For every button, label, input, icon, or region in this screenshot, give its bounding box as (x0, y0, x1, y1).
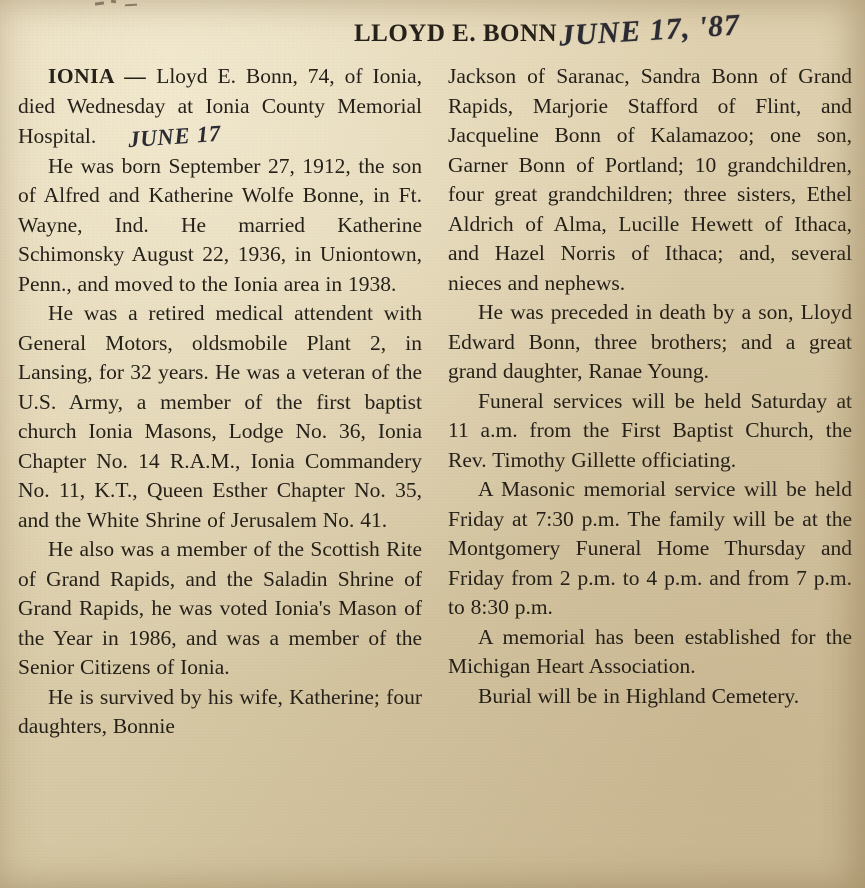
paragraph: Funeral services will be held Saturday at 11 a.m. from the First Baptist Church, the Rev. Timothy Gillette officiating. (448, 388, 852, 472)
dateline: IONIA — (48, 64, 147, 88)
paper-edge-marks (95, 0, 155, 10)
headline-row (14, 8, 851, 60)
page-title: LLOYD E. BONN (354, 20, 558, 47)
paragraph-lead (18, 62, 422, 152)
paragraph: He is survived by his wife, Katherine; four daughters, Bonnie (18, 684, 422, 738)
paragraph: He was born September 27, 1912, the son of Alfred and Katherine Wolfe Bonne, in Ft. Wayne, Ind. He married Katherine Schimonsky August 22, 1936, in Uniontown, Penn., and moved to the Ionia area in 1938. (18, 153, 422, 296)
paragraph: He was a retired medical attendent with General Motors, oldsmobile Plant 2, in Lansing, for 32 years. He was a veteran of the U.S. Army, a member of the first baptist church Ionia Masons, Lodge No. 36, Ionia Chapter No. 14 R.A.M., Ionia Commandery No. 11, K.T., Queen Esther Chapter No. 35, and the White Shrine of Jerusalem No. 41. (18, 301, 422, 532)
paragraph: A Masonic memorial service will be held Friday at 7:30 p.m. The family will be at the Montgomery Funeral Home Thursday and Friday from 2 p.m. to 4 p.m. and from 7 p.m. to 8:30 p.m. (448, 477, 852, 619)
handwritten-inline-note: JUNE 17 (127, 120, 222, 153)
paragraph: Burial will be in Highland Cemetery. (478, 683, 800, 708)
handwritten-date-annotation: JUNE 17, '87 (558, 8, 741, 53)
paragraph: He also was a member of the Scottish Rite of Grand Rapids, and the Saladin Shrine of Grand Rapids, he was voted Ionia's Mason of the Year in 1986, and was a member of the Senior Citizens of Ionia. (18, 537, 422, 679)
left-column (18, 62, 422, 742)
article-columns (14, 62, 851, 742)
paragraph: A memorial has been established for the Michigan Heart Association. (448, 624, 852, 678)
paragraph: He was preceded in death by a son, Lloyd Edward Bonn, three brothers; and a great grand daughter, Ranae Young. (448, 300, 852, 383)
paragraph-text: IONIA — Lloyd E. Bonn, 74, of Ionia, died Wednesday at Ionia County Memorial Hospital. (18, 64, 423, 148)
right-column (448, 62, 852, 742)
paragraph: Jackson of Saranac, Sandra Bonn of Grand Rapids, Marjorie Stafford of Flint, and Jacqueline Bonn of Kalamazoo; one son, Garner Bonn of Portland; 10 grandchildren, four great grandchildren; three sisters, Ethel Aldrich of Alma, Lucille Hewett of Ithaca, and Hazel Norris of Ithaca; and, several nieces and nephews. (448, 64, 852, 295)
